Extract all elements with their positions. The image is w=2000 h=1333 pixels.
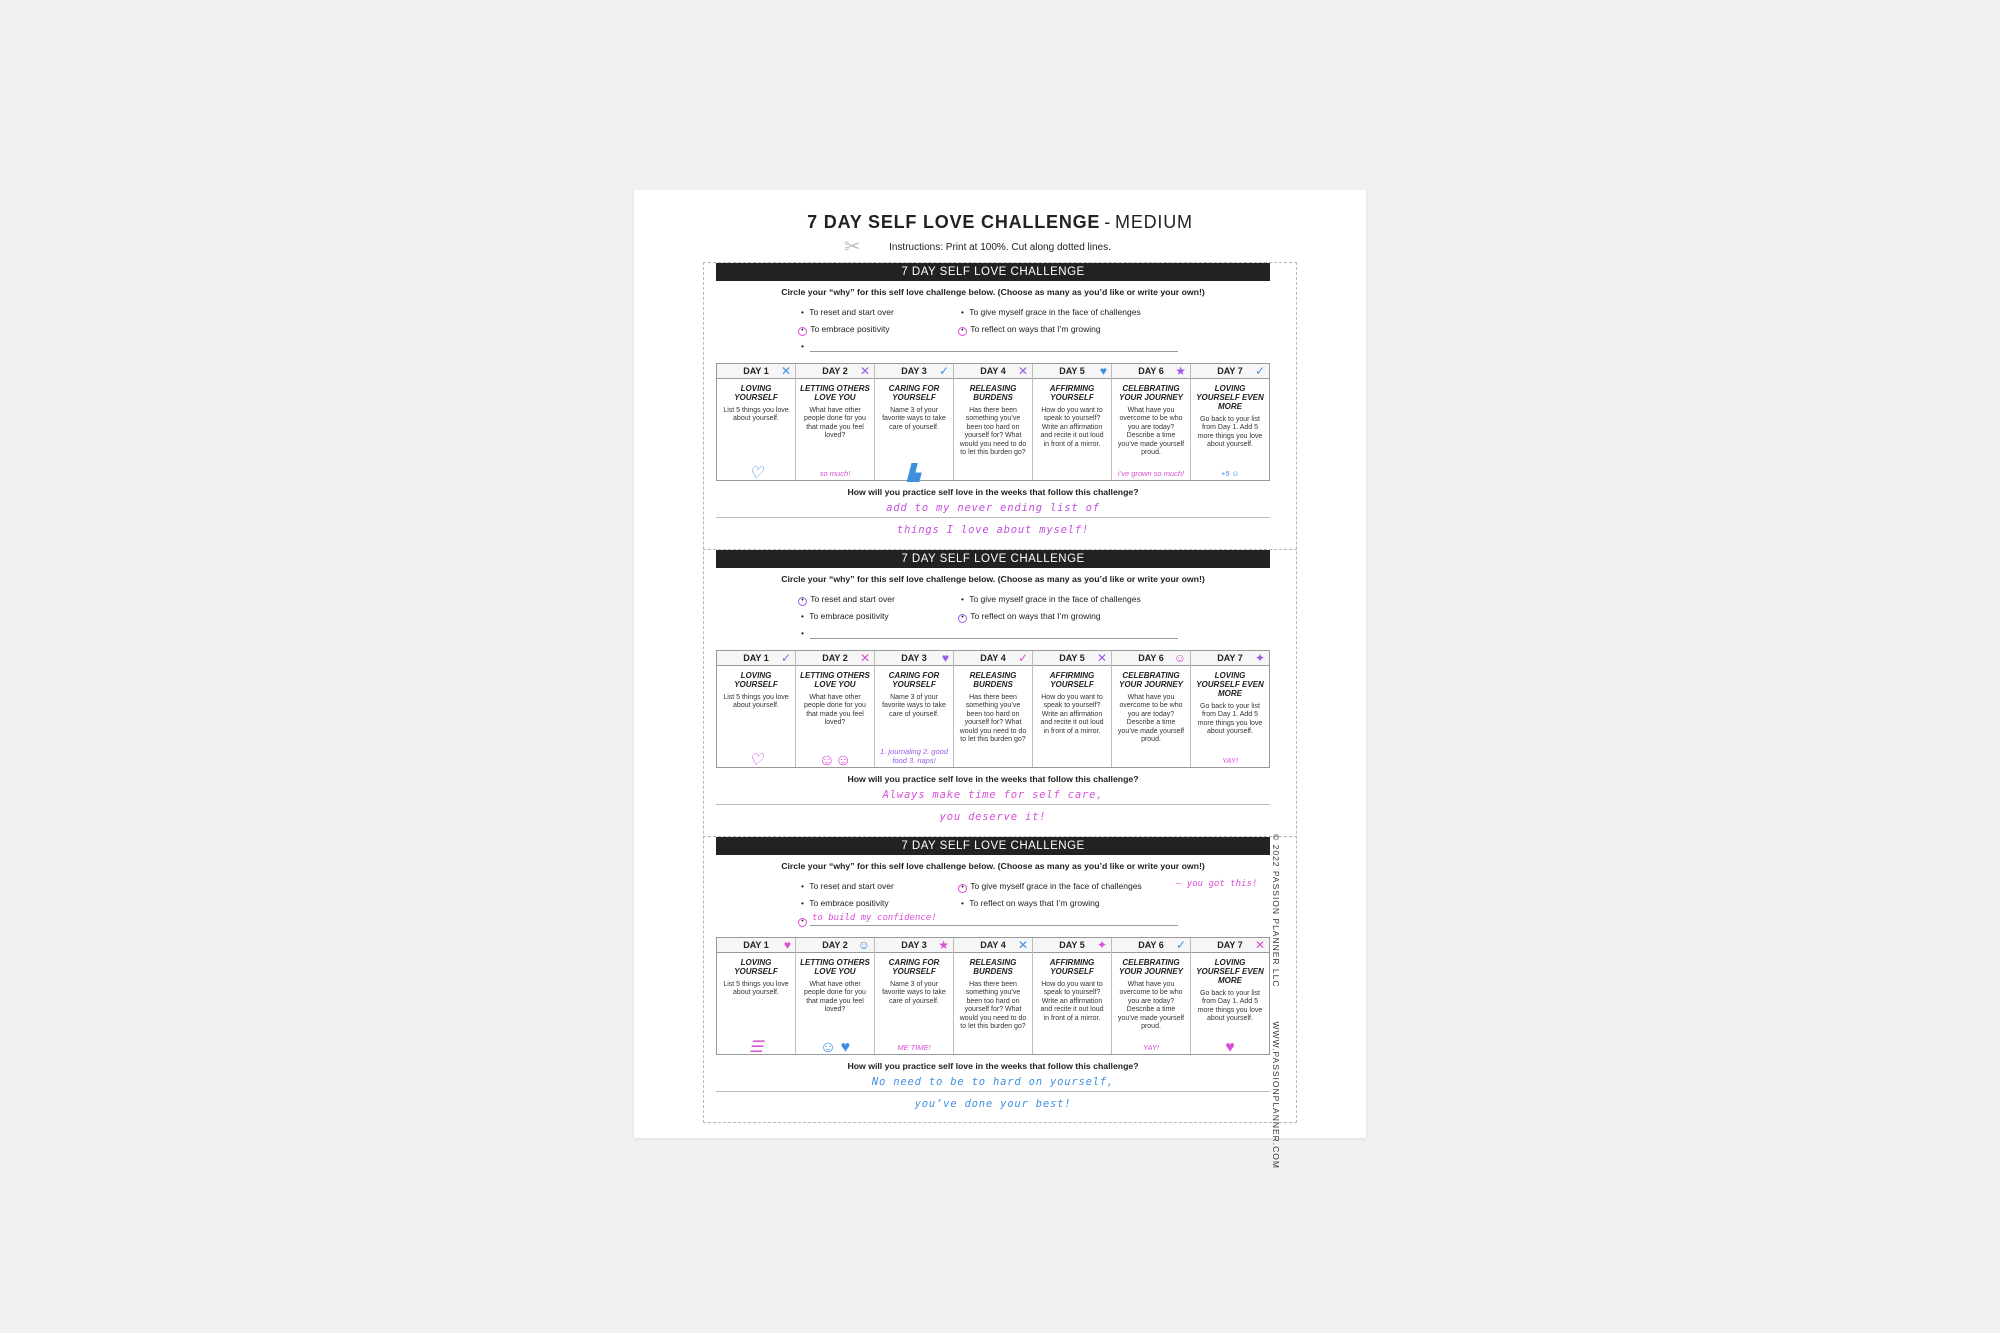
day-prompt: Name 3 of your favorite ways to take care of yourself. (882, 694, 946, 718)
why-option-label: To reflect on ways that I’m growing (968, 611, 1101, 621)
why-option-label: To give myself grace in the face of challenges (967, 594, 1141, 604)
doodle-note: so much! (819, 469, 851, 478)
bullet-icon: • (801, 898, 804, 908)
day-cell[interactable] (1033, 938, 1112, 1054)
day-label: DAY 2 (822, 940, 848, 950)
doodle (717, 465, 795, 482)
day-header (1033, 938, 1111, 953)
day-prompt: What have other people done for you that made you feel loved? (804, 981, 866, 1014)
challenge-panel (716, 550, 1270, 827)
day-grid (716, 363, 1270, 481)
day-label: DAY 2 (822, 366, 848, 376)
doodle (875, 465, 953, 482)
handwritten-why: to build my confidence! (812, 913, 937, 923)
why-option-custom[interactable] (798, 341, 807, 351)
handwritten-answer-line-2: you deserve it! (939, 811, 1047, 823)
day-theme: CARING FOR YOURSELF (888, 384, 940, 402)
day-label: DAY 1 (743, 653, 769, 663)
write-in-line[interactable] (810, 638, 1178, 639)
panel-header: 7 DAY SELF LOVE CHALLENGE (716, 550, 1270, 568)
why-options (798, 879, 1258, 929)
day-theme: AFFIRMING YOURSELF (1049, 671, 1095, 689)
bullet-icon: • (801, 628, 804, 638)
follow-up-question: How will you practice self love in the weeks that follow this challenge? (847, 774, 1139, 784)
checkmark-icon[interactable]: ☺ (1173, 651, 1186, 665)
day-label: DAY 6 (1138, 366, 1164, 376)
day-header (1033, 651, 1111, 666)
day-header (875, 364, 953, 379)
day-cell[interactable] (1191, 938, 1269, 1054)
day-label: DAY 3 (901, 366, 927, 376)
doodle (1191, 1039, 1269, 1056)
bullet-icon: • (961, 594, 964, 604)
doodle-drawing: 1. journaling 2. good food 3. naps! (880, 747, 948, 765)
why-option[interactable] (798, 611, 889, 621)
checkmark-icon[interactable]: ✓ (938, 364, 949, 378)
bullet-icon: • (958, 327, 967, 336)
checkmark-icon[interactable]: ✓ (1254, 364, 1265, 378)
day-prompt: Go back to your list from Day 1. Add 5 more things you love about yourself. (1197, 703, 1263, 736)
day-prompt: How do you want to speak to yourself? Write an affirmation and recite it out loud in front of a mirror. (1040, 407, 1104, 448)
bullet-icon: • (958, 614, 967, 623)
day-header (1112, 938, 1190, 953)
day-cell[interactable] (1112, 364, 1191, 480)
answer-line[interactable] (716, 804, 1270, 805)
copyright-vertical (1271, 834, 1281, 1169)
checkmark-icon[interactable]: ✕ (1254, 938, 1265, 952)
day-cell[interactable] (954, 651, 1033, 767)
write-in-line[interactable] (810, 351, 1178, 352)
day-header (875, 938, 953, 953)
day-header (1191, 364, 1269, 379)
doodle-note: YAY! (1221, 756, 1239, 765)
checkmark-icon[interactable]: ♥ (941, 651, 949, 665)
doodle-drawing: ♥ (1225, 1039, 1235, 1056)
checkmark-icon[interactable]: ✕ (1017, 364, 1028, 378)
why-option[interactable] (958, 881, 1142, 893)
day-prompt: What have other people done for you that made you feel loved? (804, 407, 866, 440)
bullet-icon: • (798, 597, 807, 606)
day-cell[interactable] (954, 364, 1033, 480)
why-option-custom[interactable] (798, 628, 807, 638)
doodle (1191, 756, 1269, 765)
day-header (796, 651, 874, 666)
day-label: DAY 3 (901, 940, 927, 950)
doodle-drawing: ☺☺ (818, 752, 852, 769)
day-theme: CELEBRATING YOUR JOURNEY (1118, 671, 1183, 689)
day-header (875, 651, 953, 666)
day-header (954, 364, 1032, 379)
scissors-icon: ✂ (844, 236, 861, 258)
bullet-icon: • (798, 918, 807, 927)
doodle-drawing: ▙ (907, 465, 921, 482)
doodle-note: YAY! (1142, 1043, 1160, 1052)
checkmark-icon[interactable]: ✦ (1096, 938, 1107, 952)
bullet-icon: • (801, 307, 804, 317)
print-instructions: Instructions: Print at 100%. Cut along dotted lines. (889, 242, 1111, 253)
doodle-drawing: ☺ ♥ (819, 1039, 851, 1056)
day-header (796, 938, 874, 953)
day-label: DAY 5 (1059, 940, 1085, 950)
day-prompt: Name 3 of your favorite ways to take care of yourself. (882, 407, 946, 431)
why-option[interactable] (798, 594, 895, 606)
day-prompt: What have you overcome to be who you are today? Describe a time you’ve made yourself proud. (1117, 407, 1185, 457)
why-option-label: To embrace positivity (807, 611, 889, 621)
day-prompt: Has there been something you’ve been too hard on yourself for? What would you need to do to let this burden go? (959, 694, 1027, 744)
challenge-panel (716, 263, 1270, 540)
checkmark-icon[interactable]: ★ (1175, 364, 1186, 378)
day-cell[interactable] (717, 651, 796, 767)
day-theme: CELEBRATING YOUR JOURNEY (1118, 384, 1183, 402)
day-theme: AFFIRMING YOURSELF (1049, 384, 1095, 402)
day-cell[interactable] (1191, 651, 1269, 767)
day-prompt: How do you want to speak to yourself? Write an affirmation and recite it out loud in front of a mirror. (1040, 981, 1104, 1022)
day-theme: LETTING OTHERS LOVE YOU (800, 384, 870, 402)
bullet-icon: • (801, 341, 804, 351)
day-theme: LOVING YOURSELF EVEN MORE (1196, 958, 1264, 985)
checkmark-icon[interactable]: ✓ (1017, 651, 1028, 665)
why-option[interactable] (958, 324, 1101, 336)
day-cell[interactable] (717, 938, 796, 1054)
why-option[interactable] (958, 611, 1101, 623)
checkmark-icon[interactable]: ✕ (859, 364, 870, 378)
checkmark-icon[interactable]: ☺ (857, 938, 870, 952)
checkmark-icon[interactable]: ✕ (1017, 938, 1028, 952)
day-label: DAY 4 (980, 653, 1006, 663)
panel-header: 7 DAY SELF LOVE CHALLENGE (716, 837, 1270, 855)
panel-header: 7 DAY SELF LOVE CHALLENGE (716, 263, 1270, 281)
day-label: DAY 4 (980, 940, 1006, 950)
why-option[interactable] (958, 594, 1141, 604)
day-cell[interactable] (875, 938, 954, 1054)
doodle (875, 1043, 953, 1052)
doodle-drawing: ☰ (748, 1039, 764, 1056)
why-options (798, 594, 1178, 642)
day-theme: LOVING YOURSELF (734, 671, 778, 689)
worksheet-page (634, 190, 1366, 1169)
day-label: DAY 7 (1217, 940, 1243, 950)
day-theme: RELEASING BURDENS (969, 671, 1017, 689)
day-cell[interactable] (1033, 364, 1112, 480)
day-label: DAY 3 (901, 653, 927, 663)
why-option-custom[interactable] (798, 913, 937, 927)
why-option-label: To reflect on ways that I’m growing (967, 898, 1100, 908)
why-option-label: To embrace positivity (807, 898, 889, 908)
day-header (1112, 364, 1190, 379)
day-cell[interactable] (875, 364, 954, 480)
day-header (717, 364, 795, 379)
bullet-icon: • (958, 884, 967, 893)
day-prompt: Has there been something you’ve been too hard on yourself for? What would you need to do to let this burden go? (959, 407, 1027, 457)
doodle (1112, 1043, 1190, 1052)
checkmark-icon[interactable]: ✓ (1175, 938, 1186, 952)
day-header (1112, 651, 1190, 666)
page-title-size: MEDIUM (1115, 212, 1193, 232)
day-theme: LOVING YOURSELF EVEN MORE (1196, 384, 1264, 411)
day-theme: LOVING YOURSELF (734, 384, 778, 402)
why-option-label: To embrace positivity (808, 324, 890, 334)
day-header (717, 651, 795, 666)
checkmark-icon[interactable]: ✕ (1096, 651, 1107, 665)
answer-line[interactable] (716, 517, 1270, 518)
day-prompt: How do you want to speak to yourself? Write an affirmation and recite it out loud in front of a mirror. (1040, 694, 1104, 735)
bullet-icon: • (798, 327, 807, 336)
bullet-icon: • (801, 611, 804, 621)
challenge-panel (716, 837, 1270, 1114)
day-prompt: List 5 things you love about yourself. (723, 407, 789, 423)
day-label: DAY 5 (1059, 366, 1085, 376)
doodle-drawing: ME TIME! (897, 1043, 931, 1052)
why-option[interactable] (798, 898, 889, 908)
why-option-label: To reset and start over (807, 881, 894, 891)
page-title (634, 212, 1366, 233)
day-cell[interactable] (1112, 651, 1191, 767)
day-cell[interactable] (875, 651, 954, 767)
doodle (717, 1039, 795, 1056)
handwritten-answer-line-1: No need to be to hard on yourself, (871, 1076, 1115, 1088)
day-theme: LETTING OTHERS LOVE YOU (800, 958, 870, 976)
day-cell[interactable] (1112, 938, 1191, 1054)
checkmark-icon[interactable]: ✓ (780, 651, 791, 665)
day-header (954, 651, 1032, 666)
day-theme: CARING FOR YOURSELF (888, 671, 940, 689)
day-header (954, 938, 1032, 953)
day-label: DAY 6 (1138, 940, 1164, 950)
day-cell[interactable] (954, 938, 1033, 1054)
day-theme: AFFIRMING YOURSELF (1049, 958, 1095, 976)
doodle (796, 469, 874, 478)
day-prompt: Name 3 of your favorite ways to take care of yourself. (882, 981, 946, 1005)
day-prompt: What have you overcome to be who you are today? Describe a time you’ve made yourself proud. (1117, 694, 1185, 744)
page-title-dash: - (1104, 212, 1112, 232)
handwritten-answer-line-1: Always make time for self care, (882, 789, 1104, 801)
day-theme: LETTING OTHERS LOVE YOU (800, 671, 870, 689)
day-theme: LOVING YOURSELF EVEN MORE (1196, 671, 1264, 698)
day-theme: CELEBRATING YOUR JOURNEY (1118, 958, 1183, 976)
day-label: DAY 2 (822, 653, 848, 663)
handwritten-answer-line-2: things I love about myself! (896, 524, 1090, 536)
day-theme: CARING FOR YOURSELF (888, 958, 940, 976)
day-prompt: Go back to your list from Day 1. Add 5 more things you love about yourself. (1197, 990, 1263, 1023)
doodle (796, 752, 874, 769)
day-theme: RELEASING BURDENS (969, 384, 1017, 402)
doodle (796, 1039, 874, 1056)
doodle-drawing: +5 ☺ (1220, 469, 1240, 478)
write-in-line[interactable] (810, 925, 1178, 926)
why-prompt: Circle your “why” for this self love challenge below. (Choose as many as you’d like or write your own!) (781, 574, 1205, 584)
day-header (717, 938, 795, 953)
day-header (1033, 364, 1111, 379)
why-prompt: Circle your “why” for this self love challenge below. (Choose as many as you’d like or write your own!) (781, 287, 1205, 297)
day-prompt: What have other people done for you that made you feel loved? (804, 694, 866, 727)
day-header (1191, 651, 1269, 666)
day-grid (716, 650, 1270, 768)
page-title-main: 7 DAY SELF LOVE CHALLENGE (807, 212, 1101, 232)
doodle (1112, 469, 1190, 478)
copyright-text: © 2022 PASSION PLANNER LLC (1271, 834, 1281, 988)
day-grid (716, 937, 1270, 1055)
website-text: WWW.PASSIONPLANNER.COM (1271, 1021, 1281, 1169)
doodle-drawing: ♡ (748, 752, 764, 769)
checkmark-icon[interactable]: ✦ (1254, 651, 1265, 665)
doodle (875, 747, 953, 765)
day-prompt: Go back to your list from Day 1. Add 5 more things you love about yourself. (1197, 416, 1263, 449)
why-option-label: To reset and start over (808, 594, 895, 604)
day-theme: LOVING YOURSELF (734, 958, 778, 976)
why-option-label: To give myself grace in the face of challenges (967, 307, 1141, 317)
why-option[interactable] (798, 307, 894, 317)
handwritten-answer-line-1: add to my never ending list of (886, 502, 1100, 514)
day-cell[interactable] (796, 938, 875, 1054)
day-prompt: What have you overcome to be who you are today? Describe a time you’ve made yourself proud. (1117, 981, 1185, 1031)
why-option-label: To give myself grace in the face of challenges (968, 881, 1142, 891)
day-prompt: Has there been something you’ve been too hard on yourself for? What would you need to do to let this burden go? (959, 981, 1027, 1031)
day-cell[interactable] (1033, 651, 1112, 767)
bullet-icon: • (801, 881, 804, 891)
why-options (798, 307, 1178, 355)
day-prompt: List 5 things you love about yourself. (723, 694, 789, 710)
day-label: DAY 4 (980, 366, 1006, 376)
day-cell[interactable] (717, 364, 796, 480)
why-option[interactable] (958, 307, 1141, 317)
checkmark-icon[interactable]: ✕ (780, 364, 791, 378)
follow-up-question: How will you practice self love in the weeks that follow this challenge? (847, 1061, 1139, 1071)
checkmark-icon[interactable]: ★ (938, 938, 949, 952)
why-option-label: To reflect on ways that I’m growing (968, 324, 1101, 334)
day-header (796, 364, 874, 379)
doodle-note: i’ve grown so much! (1117, 469, 1185, 478)
day-cell[interactable] (796, 364, 875, 480)
why-option[interactable] (798, 881, 894, 891)
bullet-icon: • (961, 898, 964, 908)
checkmark-icon[interactable]: ♥ (1099, 364, 1107, 378)
checkmark-icon[interactable]: ✕ (859, 651, 870, 665)
why-option-label: To reset and start over (807, 307, 894, 317)
day-label: DAY 7 (1217, 653, 1243, 663)
day-cell[interactable] (796, 651, 875, 767)
bullet-icon: • (961, 307, 964, 317)
doodle (1191, 469, 1269, 478)
day-theme: RELEASING BURDENS (969, 958, 1017, 976)
day-label: DAY 6 (1138, 653, 1164, 663)
doodle (717, 752, 795, 769)
day-cell[interactable] (1191, 364, 1269, 480)
handwritten-answer-line-2: you’ve done your best! (914, 1098, 1072, 1110)
handwritten-side-note: — you got this! (1176, 879, 1258, 889)
day-header (1191, 938, 1269, 953)
day-label: DAY 7 (1217, 366, 1243, 376)
follow-up-question: How will you practice self love in the weeks that follow this challenge? (847, 487, 1139, 497)
why-option[interactable] (958, 898, 1100, 908)
checkmark-icon[interactable]: ♥ (783, 938, 791, 952)
day-prompt: List 5 things you love about yourself. (723, 981, 789, 997)
day-label: DAY 1 (743, 940, 769, 950)
answer-line[interactable] (716, 1091, 1270, 1092)
day-label: DAY 1 (743, 366, 769, 376)
why-option[interactable] (798, 324, 890, 336)
why-prompt: Circle your “why” for this self love challenge below. (Choose as many as you’d like or write your own!) (781, 861, 1205, 871)
day-label: DAY 5 (1059, 653, 1085, 663)
doodle-drawing: ♡ (748, 465, 764, 482)
